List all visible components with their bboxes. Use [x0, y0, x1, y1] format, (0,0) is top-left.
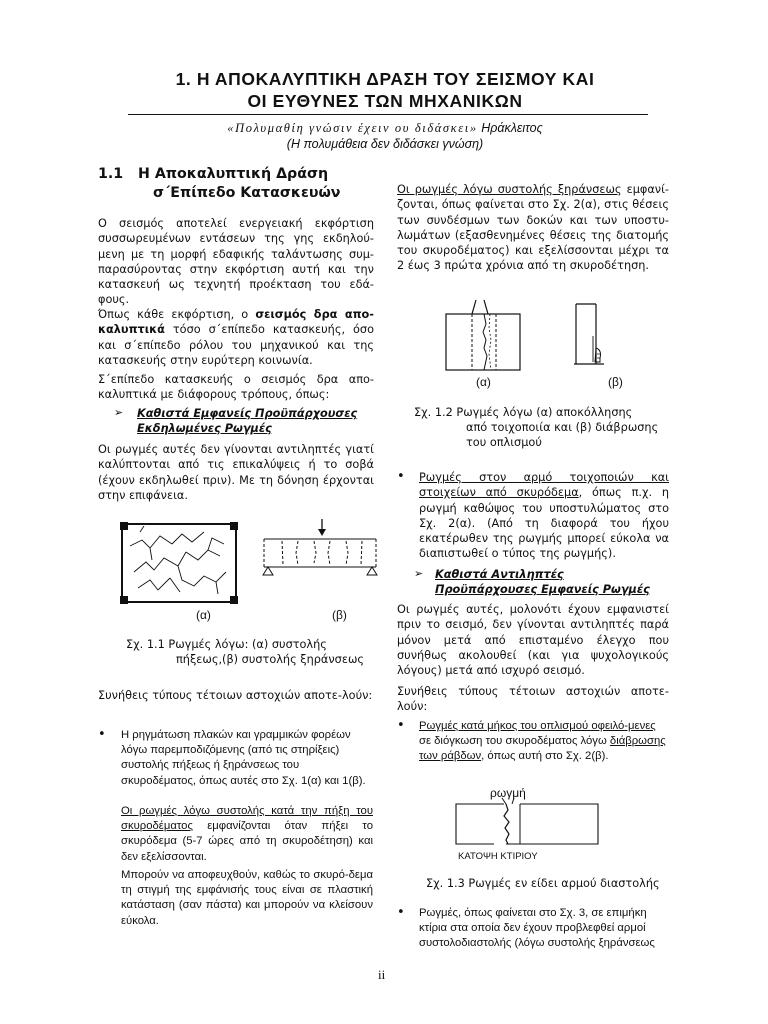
figure-1-3-plan-label: ΚΑΤΟΨΗ ΚΤΙΡΙΟΥ — [458, 851, 538, 862]
right-paragraph-2: Οι ρωγμές αυτές, μολονότι έχουν εμφανιστεί πριν το σεισμό, δεν γίνονται αντιληπτές παρά μόνον μετά από επισταμένο έλεγχο που συνήθως ακολουθεί (και για ψυχολογικούς λόγους) μετά από ισχυρό σεισμό. — [397, 603, 669, 678]
section-title-line1: Η Αποκαλυπτική Δράση — [138, 166, 329, 182]
figure-1-2-caption-line3: του οπλισμού — [466, 436, 542, 449]
section-number: 1.1 — [98, 166, 124, 182]
right-bullet-4: Ρωγμές, όπως φαίνεται στο Σχ. 3, σε επιμήκη κτίρια στα οποία δεν έχουν προβλεφθεί αρμοί συστολοδιαστολής (λόγω συστολής ξηράνσεως — [419, 907, 655, 950]
subheading-2-line1: Καθιστά Αντιληπτές — [435, 568, 564, 581]
figure-1-2-caption-line2: από τοιχοποιία και (β) διάβρωσης — [466, 421, 659, 434]
chapter-title-line1: 1. Η ΑΠΟΚΑΛΥΠΤΙΚΗ ΔΡΑΣΗ ΤΟΥ ΣΕΙΣΜΟΥ ΚΑΙ — [175, 69, 595, 89]
epigraph — [60, 120, 710, 136]
arrow-bullet-icon: ➢ — [114, 406, 124, 419]
figure-1-2b-column-corrosion — [574, 302, 610, 368]
bullet-icon: • — [98, 727, 106, 742]
figure-1-1a-slab-cracks — [120, 522, 240, 604]
bullet-icon: • — [397, 469, 405, 484]
page-number: ii — [378, 967, 386, 982]
section-title-line2: σ΄Επίπεδο Κατασκευών — [153, 185, 341, 201]
epigraph-author: Ηράκλειτος — [477, 121, 543, 135]
figure-1-3-building-plan — [454, 798, 604, 850]
epigraph-quote: «Πολυμαθίη γνώσιν έχειν ου διδάσκει» — [227, 121, 478, 135]
right-paragraph-1: Οι ρωγμές λόγω συστολής ξηράνσεως εμφανί-ζονται, όπως φαίνεται στο Σχ. 2(α), στις θέσεις των συνδέσμων των δοκών και των υποστυ-λωμάτων (εξασθενημένες θέσεις της διατομής του σκυροδέματος) και εξελίσσονται μέχρι τα 2 έως 3 πρώτα χρόνια από τη σκυροδέτηση. — [397, 183, 669, 273]
figure-1-2-caption-line1: Σχ. 1.2 Ρωγμές λόγω (α) αποκόλλησης — [414, 406, 633, 419]
left-bullet-1: Η ρηγμάτωση πλακών και γραμμικών φορέων λόγω παρεμποδιζόμενης (από τις στηρίξεις) συστολής πήξεως ή ξηράνσεως του σκυροδέματος, όπως αυτές στο Σχ. 1(α) και 1(β). — [121, 729, 366, 787]
left-paragraph-6: Οι ρωγμές λόγω συστολής κατά την πήξη του σκυροδέματος εμφανίζονται όταν πήξει το σκυρόδεμα (5-7 ώρες από τη σκυροδέτηση) και δεν εξελίσσονται. — [121, 805, 373, 863]
figure-1-2a-wall-joint — [444, 300, 524, 372]
bullet-icon: • — [397, 905, 405, 920]
left-paragraph-3: Σ΄επίπεδο κατασκευής ο σεισμός δρα απο-καλυπτικά με διάφορους τρόπους, όπως: — [98, 373, 374, 402]
figure-1-3-caption: Σχ. 1.3 Ρωγμές εν είδει αρμού διαστολής — [426, 877, 660, 890]
left-paragraph-7: Μπορούν να αποφευχθούν, καθώς το σκυρό-δεμα τη στιγμή της εμφάνισής τους είναι σε πλαστική κατάσταση (σαν πάστα) και μπορούν να κλείσουν εύκολα. — [121, 869, 373, 927]
left-paragraph-4: Οι ρωγμές αυτές δεν γίνονται αντιληπτές γιατί καλύπτονται από τις επικαλύψεις ή το σοβά (έχουν εκδηλωθεί πριν). Με τη δόνηση έρχονται στην επιφάνεια. — [98, 443, 374, 502]
chapter-title-line2: ΟΙ ΕΥΘΥΝΕΣ ΤΩΝ ΜΗΧΑΝΙΚΩΝ — [247, 91, 523, 111]
right-paragraph-3: Συνήθεις τύπους τέτοιων αστοχιών αποτε-λούν: — [397, 685, 669, 714]
figure-1-2-label-a: (α) — [476, 375, 491, 389]
left-paragraph-5: Συνήθεις τύπους τέτοιων αστοχιών αποτε-λούν: — [98, 689, 373, 702]
epigraph-translation: (Η πολυμάθεια δεν διδάσκει γνώση) — [286, 137, 484, 151]
subheading-1-line1: Καθιστά Εμφανείς Προϋπάρχουσες — [137, 407, 358, 420]
figure-1-1-label-b: (β) — [332, 608, 347, 622]
figure-1-1-caption-line1: Σχ. 1.1 Ρωγμές λόγω: (α) συστολής — [126, 638, 327, 651]
right-bullet-2: Ρωγμές στον αρμό τοιχοποιών και στοιχείων από σκυρόδεμα, όπως π.χ. η ρωγμή καθώψος του υποστυλώματος στο Σχ. 2(α). (Από τη διαφορά του ήχου εκατέρωθεν της ρωγμής μπορεί εύκολα να διαπιστωθεί ο τύπος της ρωγμής). — [419, 471, 669, 561]
figure-1-1-label-a: (α) — [196, 608, 211, 622]
bullet-icon: • — [397, 718, 405, 733]
right-bullet-3: Ρωγμές κατά μήκος του οπλισμού οφειλό-μενες σε διόγκωση του σκυροδέματος λόγω διάβρωσης των ράβδων, όπως αυτή στο Σχ. 2(β). — [419, 720, 666, 763]
left-paragraph-2: Όπως κάθε εκφόρτιση, ο σεισμός δρα απο-καλυπτικά τόσο σ΄επίπεδο κατασκευής, όσο και σ΄επίπεδο ρόλου του μηχανικού και της κατασκευής στην ευρύτερη κοινωνία. — [98, 308, 374, 367]
figure-1-2-label-b: (β) — [608, 375, 623, 389]
figure-1-1b-beam-cracks — [262, 519, 382, 581]
left-paragraph-1: Ο σεισμός αποτελεί ενεργειακή εκφόρτιση συσσωρευμένων εντάσεων της γης εκδηλού-μενη με τη μορφή εδαφικής ταλάντωσης συμ-παρασύροντας στην εκφόρτιση αυτή και την κατασκευή ως τεχνητή προέκταση του εδά-φους. — [98, 217, 374, 307]
arrow-bullet-icon: ➢ — [414, 567, 424, 580]
figure-1-3-crack-label: ρωγμή — [490, 786, 526, 800]
title-rule — [128, 114, 648, 115]
subheading-1-line2: Εκδηλωμένες Ρωγμές — [137, 422, 272, 435]
subheading-2-line2: Προϋπάρχουσες Εμφανείς Ρωγμές — [435, 583, 650, 596]
figure-1-1-caption-line2: πήξεως,(β) συστολής ξηράνσεως — [176, 653, 365, 666]
